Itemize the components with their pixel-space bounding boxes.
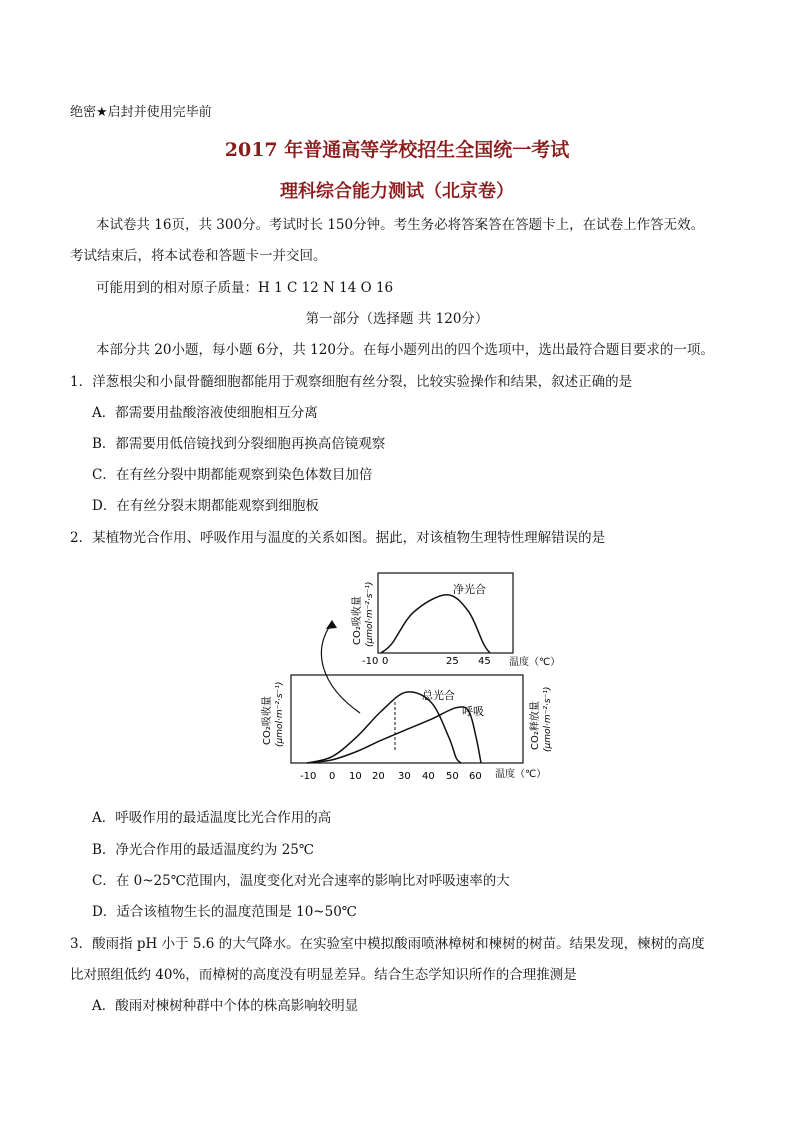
svg-text:(μmol·m⁻²·s⁻¹): (μmol·m⁻²·s⁻¹) xyxy=(365,581,375,647)
top-x-axis-label: 温度（℃） xyxy=(509,657,561,668)
question-3-option-a: A．酸雨对楝树种群中个体的株高影响较明显 xyxy=(92,998,359,1014)
confidential-note: 绝密★启封并使用完毕前 xyxy=(70,105,212,120)
atomic-mass-line: 可能用到的相对原子质量：H 1 C 12 N 14 O 16 xyxy=(96,280,394,296)
question-2-option-c: C．在 0~25℃范围内，温度变化对光合速率的影响比对呼吸速率的大 xyxy=(92,873,510,889)
svg-text:CO₂释放量: CO₂释放量 xyxy=(530,701,541,750)
part-title: 第一部分（选择题 共 120分） xyxy=(305,311,489,327)
bottom-tick-label: 40 xyxy=(422,771,435,782)
question-1-option-b: B．都需要用低倍镜找到分裂细胞再换高倍镜观察 xyxy=(92,436,386,452)
question-1-option-d: D．在有丝分裂末期都能观察到细胞板 xyxy=(92,498,319,514)
question-1-stem: 1．洋葱根尖和小鼠骨髓细胞都能用于观察细胞有丝分裂，比较实验操作和结果，叙述正确的是 xyxy=(70,374,633,390)
svg-text:CO₂吸收量: CO₂吸收量 xyxy=(352,596,363,645)
bottom-tick-label: 60 xyxy=(469,771,482,782)
arrow-head-icon xyxy=(326,620,337,629)
top-tick-label: 25 xyxy=(446,656,459,667)
gross-photosynthesis-curve xyxy=(307,692,461,763)
bottom-right-y-axis-label xyxy=(528,687,553,752)
bottom-tick-label: 20 xyxy=(372,771,385,782)
svg-text:(μmol·m⁻²·s⁻¹): (μmol·m⁻²·s⁻¹) xyxy=(275,681,285,747)
top-tick-label: 45 xyxy=(478,656,491,667)
bottom-left-y-axis-label xyxy=(260,682,285,747)
bottom-tick-label: 10 xyxy=(349,771,362,782)
svg-text:CO₂吸收量: CO₂吸收量 xyxy=(262,696,273,745)
top-y-axis-label xyxy=(350,582,375,647)
bottom-chart-frame xyxy=(291,675,523,763)
bottom-tick-label: 30 xyxy=(398,771,411,782)
bottom-tick-label: 0 xyxy=(329,771,336,782)
question-2-option-b: B．净光合作用的最适温度约为 25℃ xyxy=(92,842,314,858)
question-2-option-a: A．呼吸作用的最适温度比光合作用的高 xyxy=(92,810,332,826)
intro-line-1: 本试卷共 16页，共 300分。考试时长 150分钟。考生务必将答案答在答题卡上，在试卷上作答无效。 xyxy=(96,217,705,233)
svg-text:(μmol·m⁻²·s⁻¹): (μmol·m⁻²·s⁻¹) xyxy=(543,686,553,752)
respiration-label: 呼吸 xyxy=(462,705,484,718)
question-3-stem-line-1: 3．酸雨指 pH 小于 5.6 的大气降水。在实验室中模拟酸雨喷淋樟树和楝树的树苗。结果发现，楝树的高度 xyxy=(70,936,705,952)
top-chart-frame xyxy=(378,573,513,653)
exam-subtitle: 理科综合能力测试（北京卷） xyxy=(280,181,514,202)
question-1-option-c: C．在有丝分裂中期都能观察到染色体数目加倍 xyxy=(92,467,373,483)
top-tick-label: 0 xyxy=(382,656,389,667)
bottom-tick-label: 50 xyxy=(446,771,459,782)
question-1-option-a: A．都需要用盐酸溶液使细胞相互分离 xyxy=(92,405,318,421)
exam-title: 2017 年普通高等学校招生全国统一考试 xyxy=(224,139,570,161)
part-description: 本部分共 20小题，每小题 6分，共 120分。在每小题列出的四个选项中，选出最符合题目要求的一项。 xyxy=(96,342,714,358)
question-2-option-d: D．适合该植物生长的温度范围是 10~50℃ xyxy=(92,904,357,920)
net-photosynthesis-curve xyxy=(381,595,490,653)
top-tick-label: -10 xyxy=(362,656,379,667)
bottom-tick-label: -10 xyxy=(300,771,317,782)
net-photosynthesis-label: 净光合 xyxy=(453,583,486,596)
gross-photosynthesis-label: 总光合 xyxy=(422,689,455,702)
question-3-stem-line-2: 比对照组低约 40%，而樟树的高度没有明显差异。结合生态学知识所作的合理推测是 xyxy=(70,967,577,983)
intro-line-2: 考试结束后，将本试卷和答题卡一并交回。 xyxy=(70,248,327,264)
question-2-stem: 2．某植物光合作用、呼吸作用与温度的关系如图。据此，对该植物生理特性理解错误的是 xyxy=(70,530,606,546)
bottom-x-axis-label: 温度（℃） xyxy=(495,769,547,780)
photosynthesis-temperature-figure xyxy=(250,565,570,790)
